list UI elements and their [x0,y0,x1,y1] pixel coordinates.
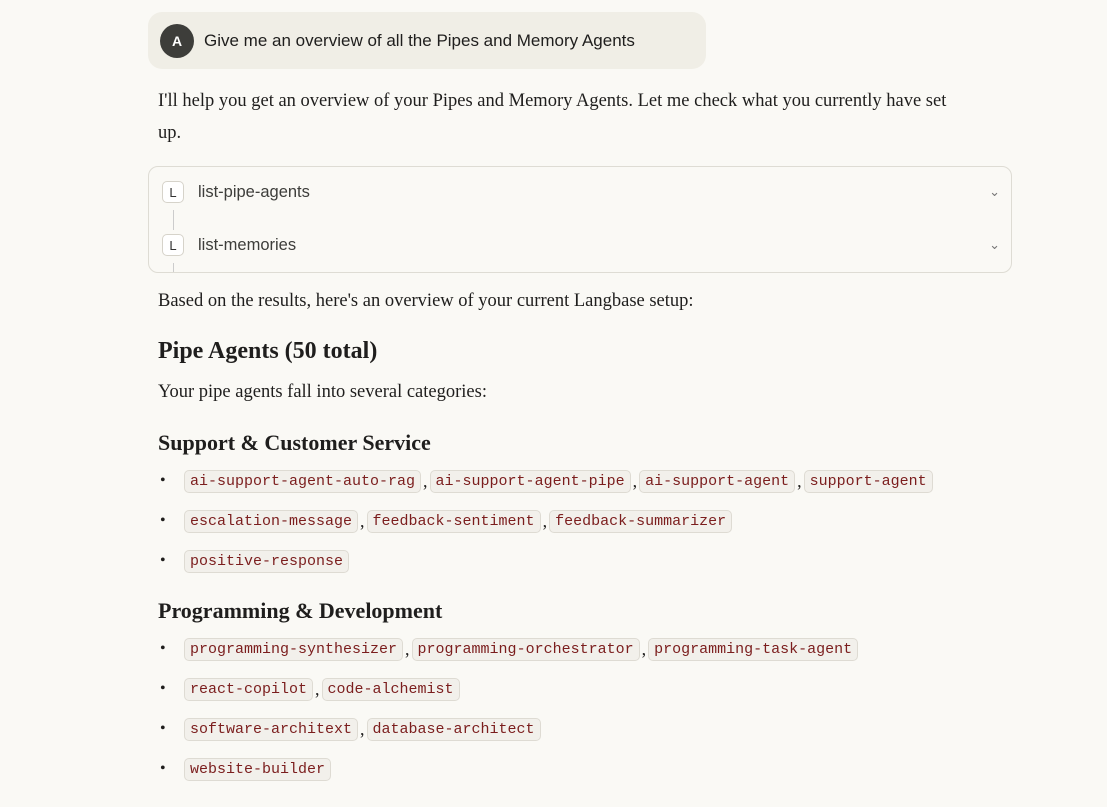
assistant-intro: I'll help you get an overview of your Pipes and Memory Agents. Let me check what you currently have set up. [158,91,947,143]
agent-name: feedback-summarizer [549,510,732,533]
tool-name: list-pipe-agents [198,182,310,201]
separator: , [315,678,320,699]
user-message [148,12,706,69]
chevron-down-icon[interactable]: ⌄ [989,237,1000,253]
tool-calls-panel [148,166,1012,273]
list-item [160,461,933,501]
separator: , [542,510,548,531]
programming-list [160,629,858,789]
user-avatar: A [160,24,194,58]
list-item [160,629,858,669]
connector-line [173,210,174,230]
agent-name: • ai-support-agent-auto-rag [184,470,421,493]
separator: , [360,510,365,531]
separator: , [632,470,638,491]
list-item [160,709,858,749]
separator: , [360,718,365,739]
agent-name: database-architect [367,718,541,741]
agent-name: code-alchemist [322,678,460,701]
tool-call-list-memories[interactable] [162,234,1000,256]
separator: , [423,470,428,491]
agent-name: ai-support-agent-pipe [430,470,631,493]
support-list [160,461,933,581]
agent-name: • positive-response [184,550,349,573]
tool-icon: L [162,181,184,203]
section-heading: Support & Customer Service [158,430,431,455]
section-heading: Programming & Development [158,598,443,623]
list-item [160,669,858,709]
agent-name: support-agent [804,470,933,493]
agent-name: • escalation-message [184,510,358,533]
tool-name: list-memories [198,235,297,254]
agent-name: • programming-synthesizer [184,638,403,661]
list-item [160,501,933,541]
chevron-down-icon[interactable]: ⌄ [989,184,1000,200]
tool-call-list-pipe-agents[interactable] [162,181,1000,203]
separator: , [797,470,802,491]
pipe-agents-heading: Pipe Agents (50 total) [158,338,378,364]
user-message-text: Give me an overview of all the Pipes and Memory Agents [204,30,635,50]
connector-line [173,263,174,273]
summary-text: Based on the results, here's an overview of your current Langbase setup: [158,291,694,311]
agent-name: • website-builder [184,758,331,781]
list-item [160,749,858,789]
agent-name: feedback-sentiment [367,510,541,533]
agent-name: programming-orchestrator [412,638,640,661]
tool-icon: L [162,234,184,256]
list-item [160,541,933,581]
agent-name: programming-task-agent [648,638,858,661]
separator: , [405,638,410,659]
separator: , [641,638,647,659]
agent-name: • software-architext [184,718,358,741]
agent-name: • react-copilot [184,678,313,701]
agent-name: ai-support-agent [639,470,795,493]
categories-intro: Your pipe agents fall into several categories: [158,382,487,402]
